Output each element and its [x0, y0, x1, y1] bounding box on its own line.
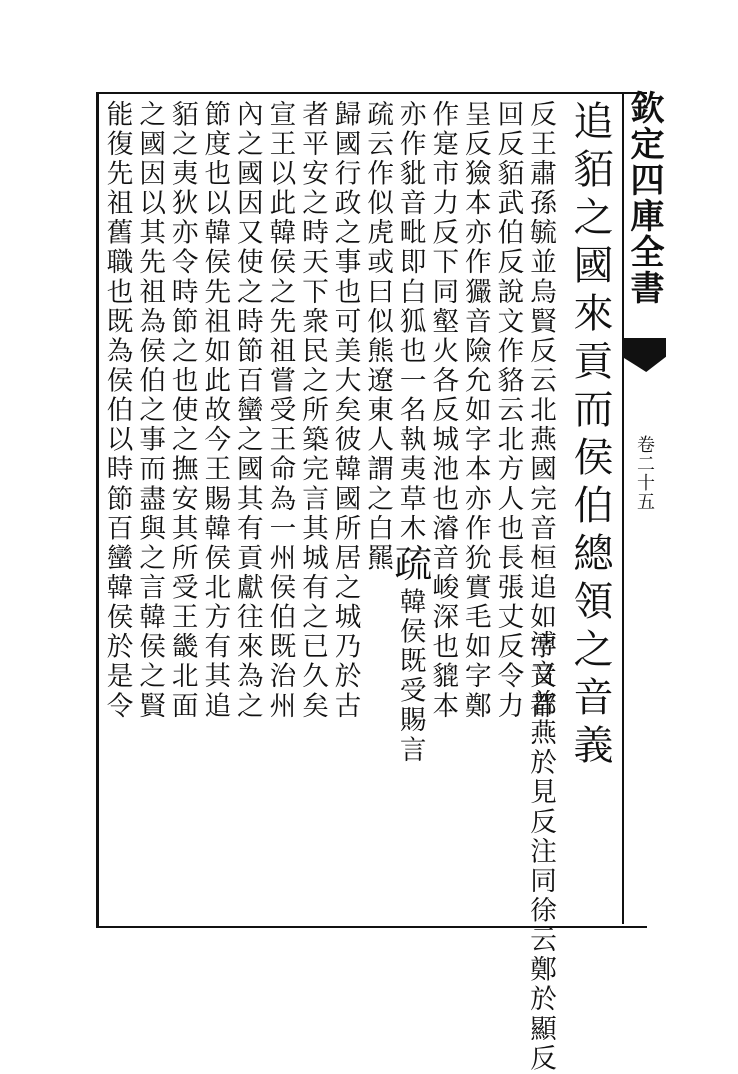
note-column-5	[426, 100, 459, 920]
note-column-10	[263, 100, 296, 920]
book-title: 欽定四庫全書	[624, 90, 664, 306]
note-text: 貊之夷狄亦令時節之也使之撫安其所受王畿北面	[166, 100, 198, 721]
note-text: 內之國因又使之時節百蠻之國其有貢獻往來為之	[231, 100, 263, 721]
note-column-11	[230, 100, 263, 920]
note-column-14	[133, 100, 166, 920]
note-column-3	[491, 100, 524, 920]
note-column-9	[295, 100, 328, 920]
note-text: 回反貊武伯反說文作貉云北方人也長張丈反令力	[492, 100, 524, 721]
note-text: 宣王以此韓侯之先祖嘗受王命為一州侯伯既治州	[264, 100, 296, 721]
fishtail-mark	[622, 338, 666, 372]
note-text: 溥音普燕於見反注同徐云鄭於顯反	[524, 630, 556, 1074]
shu-marker: 疏	[387, 543, 432, 588]
note-text: 呈反獫本亦作玁音險允如字本亦作狁實毛如字鄭	[459, 100, 491, 721]
note-text: 之國因以其先祖為侯伯之事而盡與之言韓侯之賢	[134, 100, 166, 721]
note-text: 疏云作似虎或曰似熊遼東人謂之白羆	[362, 100, 394, 574]
note-column-7	[361, 100, 394, 920]
note-text: 能復先祖舊職也既為侯伯以時節百蠻韓侯於是令	[101, 100, 133, 721]
note-column-8	[328, 100, 361, 920]
main-text: 追貊之國來貢而侯伯總領之音義	[567, 100, 613, 772]
note-column-15	[100, 100, 133, 920]
note-text: 歸國行政之事也可美大矣彼韓國所居之城乃於古	[329, 100, 361, 721]
note-column-2	[523, 100, 556, 721]
note-text: 作寔市力反下同壑火各反城池也濬音峻深也貔本	[427, 100, 459, 721]
note-text: 節度也以韓侯先祖如此故今王賜韓侯北方有其追	[199, 100, 231, 721]
note-column-13	[165, 100, 198, 920]
main-text-column	[566, 100, 614, 920]
note-text: 亦作豼音毗即白狐也一名執夷草木	[394, 100, 426, 544]
juan-number: 卷二十五	[634, 435, 655, 511]
note-column-4	[458, 100, 491, 920]
note-column-6	[387, 100, 432, 920]
note-text: 韓侯既受賜言	[394, 587, 426, 765]
note-text: 者平安之時天下衆民之所築完言其城有之已久矣	[296, 100, 328, 721]
note-column-12	[198, 100, 231, 920]
note-text: 反王肅孫毓並烏賢反云北燕國完音桓追如字又都	[524, 100, 556, 721]
page-margin-column	[622, 70, 666, 930]
